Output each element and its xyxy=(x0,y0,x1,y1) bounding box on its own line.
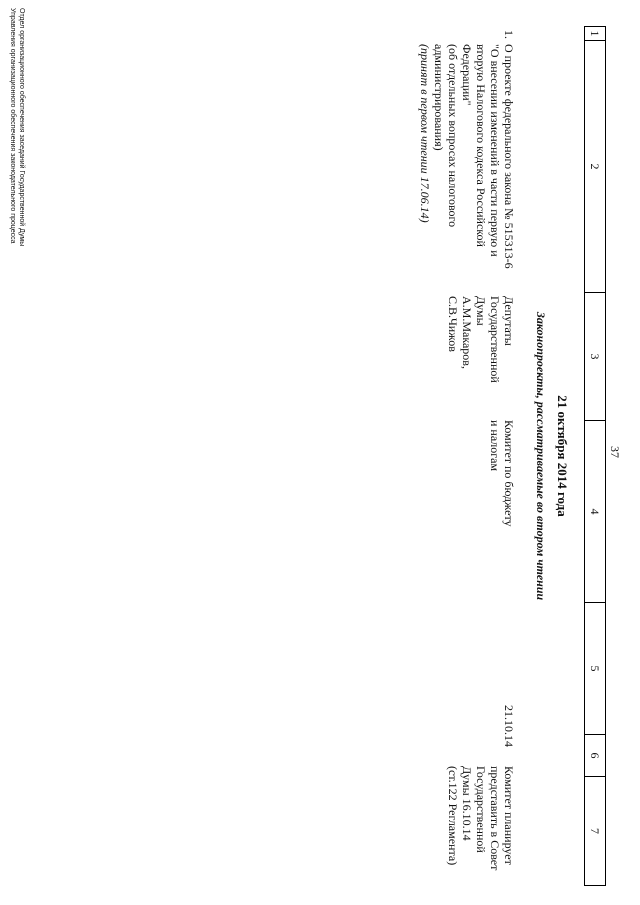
column-header-4: 4 xyxy=(585,421,605,603)
date-heading: 21 октября 2014 года xyxy=(555,395,570,517)
column-header-6: 6 xyxy=(585,735,605,777)
column-header-7: 7 xyxy=(588,828,602,834)
column-header-table xyxy=(584,26,606,886)
bill-title: О проекте федерального закона № 515313-6 "О внесении изменений в части первую и вторую Налогового кодекса Российской Федерации" (об отдельных вопросах налогового администрирования) (принят в первом чтении 17.06.14) xyxy=(418,44,516,269)
column-header-1: 1 xyxy=(585,27,605,41)
initiators: Депутаты Государственной Думы А.М.Макаров, С.В.Чижов xyxy=(446,296,516,383)
footer-department: Отдел организационного обеспечения заседаний Государственной Думы Управления организационного обеспечения законодательного процесса xyxy=(9,8,25,247)
section-heading: Законопроекты, рассматриваемые во втором чтении xyxy=(534,311,548,601)
column-header-2: 2 xyxy=(585,41,605,293)
first-reading-note: (принят в первом чтении 17.06.14) xyxy=(418,44,432,223)
column-header-3: 3 xyxy=(585,293,605,421)
column-header-5: 5 xyxy=(585,603,605,735)
consideration-date: 21.10.14 xyxy=(502,705,516,747)
responsible-committee: Комитет по бюджету и налогам xyxy=(488,420,516,527)
row-number: 1. xyxy=(502,30,516,39)
page-number: 37 xyxy=(608,446,622,458)
remarks: Комитет планирует представить в Совет Государственной Думы 16.10.14 (ст.122 Регламента) xyxy=(446,766,516,871)
